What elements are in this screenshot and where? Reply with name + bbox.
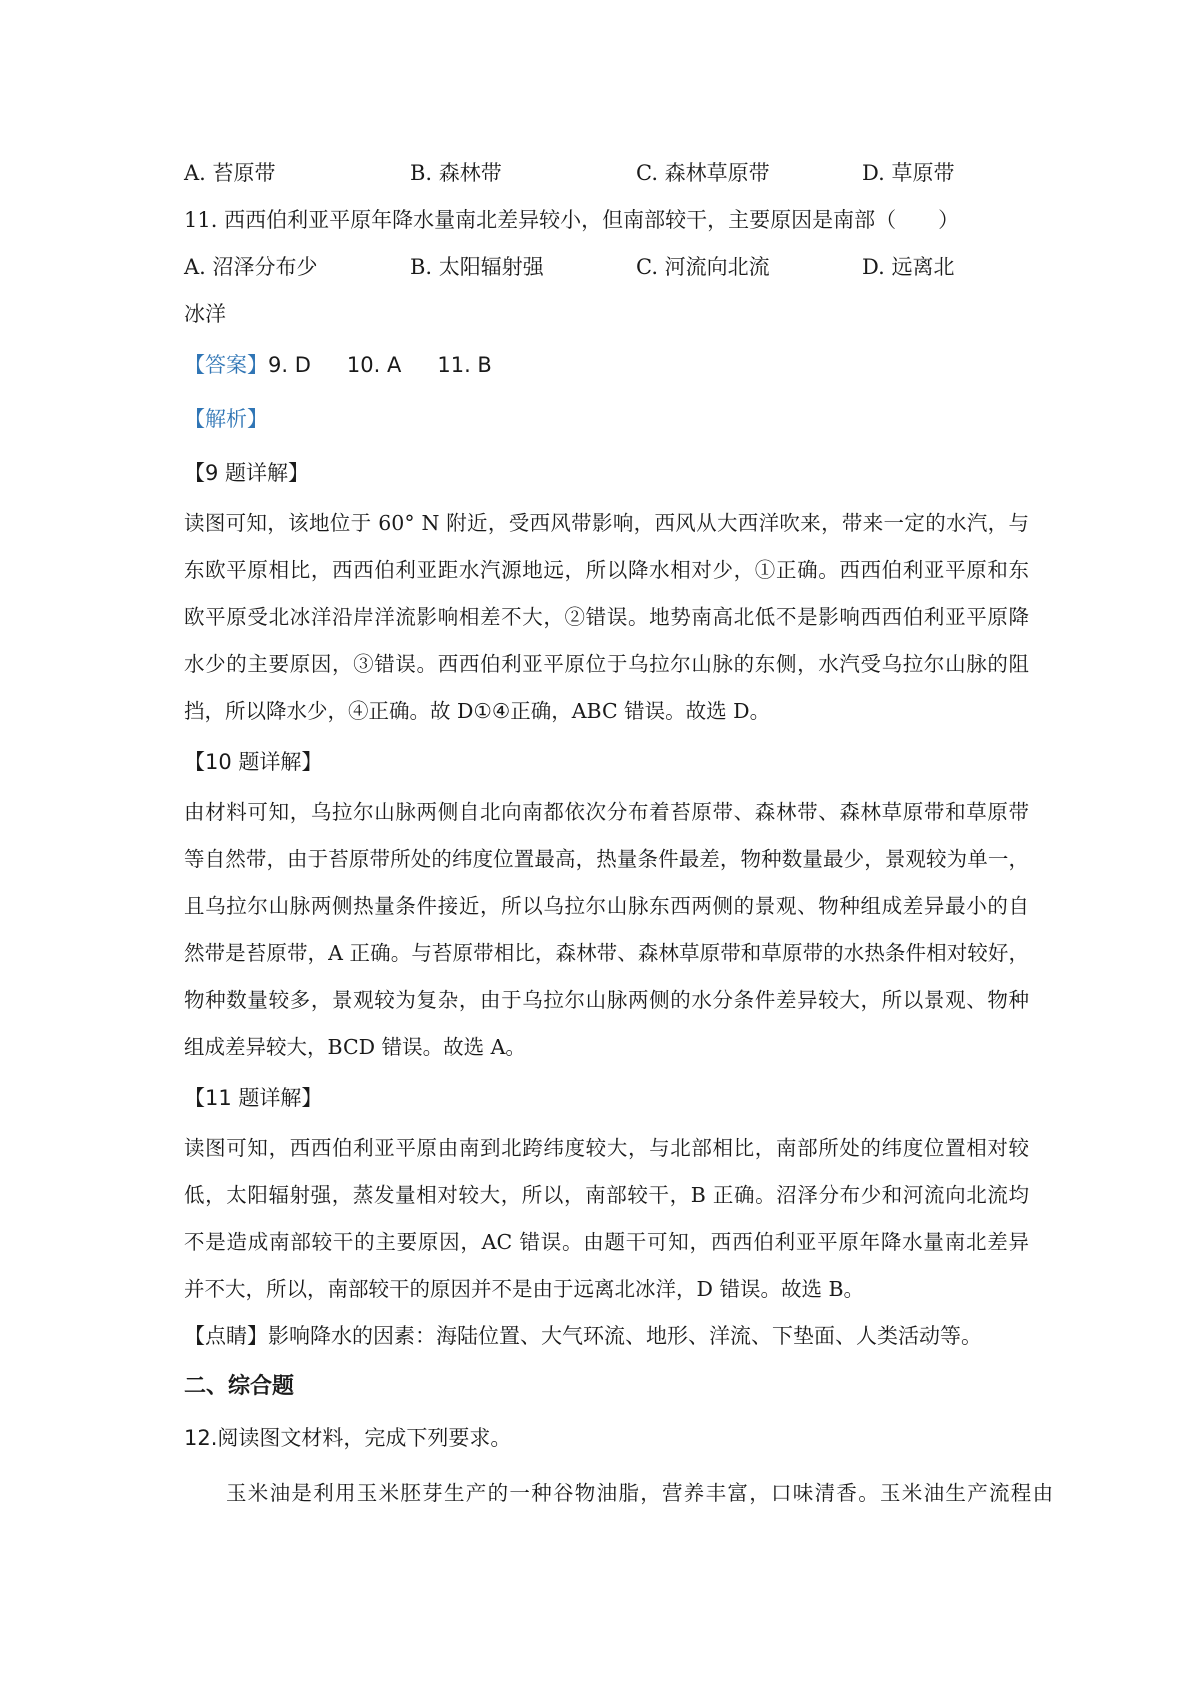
tip-line: 【点睛】影响降水的因素：海陆位置、大气环流、地形、洋流、下垫面、人类活动等。 (184, 1324, 982, 1348)
q12-stem (184, 1412, 1029, 1464)
q10-option-c: C. 森林草原带 (636, 161, 770, 185)
q9-line: 挡，所以降水少，④正确。故 D①④正确，ABC 错误。故选 D。 (184, 699, 771, 723)
q11-option-c: C. 河流向北流 (636, 255, 770, 279)
q12-stem-text: 12.阅读图文材料，完成下列要求。 (184, 1426, 512, 1450)
q10-detail (184, 789, 1029, 1071)
q10-line: 且乌拉尔山脉两侧热量条件接近，所以乌拉尔山脉东西两侧的景观、物种组成差异最小的自 (184, 894, 1029, 918)
answer-line (184, 338, 1029, 392)
q11-stem: 11. 西西伯利亚平原年降水量南北差异较小，但南部较干，主要原因是南部（ ） (184, 208, 960, 232)
q9-line: 欧平原受北冰洋沿岸洋流影响相差不大，②错误。地势南高北低不是影响西西伯利亚平原降 (184, 605, 1029, 629)
analysis-label: 【解析】 (184, 407, 268, 431)
q11-heading: 【11 题详解】 (184, 1086, 323, 1110)
q10-option-b: B. 森林带 (410, 161, 502, 185)
q11-options (184, 244, 1029, 291)
q10-options (184, 150, 1029, 197)
q12-material: 玉米油是利用玉米胚芽生产的一种谷物油脂，营养丰富，口味清香。玉米油生产流程由 (226, 1481, 1055, 1505)
q11-option-d-wrap: 冰洋 (184, 302, 226, 326)
section-title: 二、综合题 (184, 1374, 295, 1399)
q9-line: 水少的主要原因，③错误。西西伯利亚平原位于乌拉尔山脉的东侧，水汽受乌拉尔山脉的阻 (184, 652, 1029, 676)
q11-option-a: A. 沼泽分布少 (184, 255, 318, 279)
answer-item: 10. A (346, 353, 402, 377)
q10-option-d: D. 草原带 (862, 161, 955, 185)
q10-line: 由材料可知，乌拉尔山脉两侧自北向南都依次分布着苔原带、森林带、森林草原带和草原带 (184, 800, 1029, 824)
q10-line: 然带是苔原带，A 正确。与苔原带相比，森林带、森林草原带和草原带的水热条件相对较好， (184, 941, 1029, 965)
q9-detail (184, 500, 1029, 735)
q9-line: 读图可知，该地位于 60° N 附近，受西风带影响，西风从大西洋吹来，带来一定的水汽，与 (184, 511, 1029, 535)
document-page (184, 150, 1055, 1518)
q11-line: 低，太阳辐射强，蒸发量相对较大，所以，南部较干，B 正确。沼泽分布少和河流向北流均 (184, 1183, 1029, 1207)
q10-line: 物种数量较多，景观较为复杂，由于乌拉尔山脉两侧的水分条件差异较大，所以景观、物种 (184, 988, 1029, 1012)
q11-line: 不是造成南部较干的主要原因，AC 错误。由题干可知，西西伯利亚平原年降水量南北差异 (184, 1230, 1029, 1254)
q9-line: 东欧平原相比，西西伯利亚距水汽源地远，所以降水相对少，①正确。西西伯利亚平原和东 (184, 558, 1029, 582)
q10-option-a: A. 苔原带 (184, 161, 276, 185)
answer-label: 【答案】 (184, 353, 268, 377)
q11-detail (184, 1125, 1029, 1313)
q9-heading: 【9 题详解】 (184, 461, 310, 485)
q10-heading: 【10 题详解】 (184, 750, 323, 774)
q10-line: 组成差异较大，BCD 错误。故选 A。 (184, 1035, 526, 1059)
q11-line: 并不大，所以，南部较干的原因并不是由于远离北冰洋，D 错误。故选 B。 (184, 1277, 865, 1301)
answer-item: 9. D (268, 353, 311, 377)
answer-item: 11. B (437, 353, 492, 377)
q10-line: 等自然带，由于苔原带所处的纬度位置最高，热量条件最差，物种数量最少，景观较为单一， (184, 847, 1029, 871)
q11-option-b: B. 太阳辐射强 (410, 255, 544, 279)
q11-line: 读图可知，西西伯利亚平原由南到北跨纬度较大，与北部相比，南部所处的纬度位置相对较 (184, 1136, 1029, 1160)
q11-option-d: D. 远离北 (862, 255, 955, 279)
